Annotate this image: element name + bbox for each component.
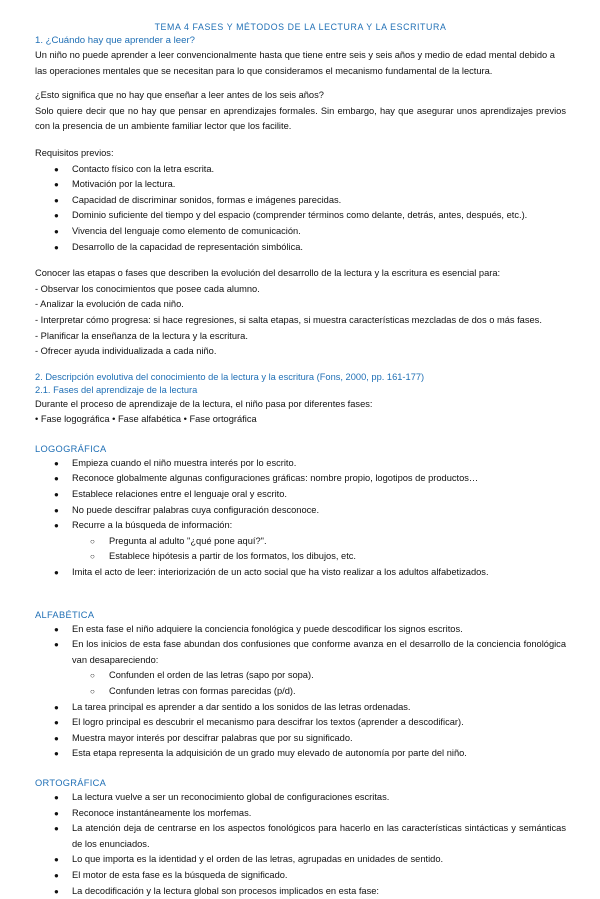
- list-item: ● Esta etapa representa la adquisición de un grado muy elevado de autonomía por parte del niño.: [35, 746, 566, 762]
- bullet-icon: ●: [54, 640, 59, 650]
- paragraph: Conocer las etapas o fases que describen la evolución del desarrollo de la lectura y la escritura es esencial para:: [35, 268, 501, 279]
- logografica-sublist: [35, 534, 566, 565]
- list-item: ● Vivencia del lenguaje como elemento de comunicación.: [35, 224, 566, 240]
- circle-bullet-icon: ○: [90, 687, 95, 696]
- dash-item: - Observar los conocimientos que posee cada alumno.: [35, 283, 260, 294]
- section-1-heading: 1. ¿Cuándo hay que aprender a leer?: [35, 35, 196, 46]
- logografica-heading: LOGOGRÁFICA: [35, 443, 107, 454]
- question: ¿Esto significa que no hay que enseñar a leer antes de los seis años?: [35, 90, 324, 101]
- dash-item: - Ofrecer ayuda individualizada a cada niño.: [35, 346, 217, 357]
- bullet-icon: ●: [54, 211, 59, 221]
- sub-list-item: ○ Confunden el orden de las letras (sapo por sopa).: [35, 668, 566, 684]
- list-item: ● Contacto físico con la letra escrita.: [35, 162, 566, 178]
- sub-list-item: ○ Establece hipótesis a partir de los formatos, los dibujos, etc.: [35, 549, 566, 565]
- bullet-icon: ●: [54, 855, 59, 865]
- bullet-icon: ●: [54, 505, 59, 515]
- bullet-icon: ●: [54, 164, 59, 174]
- paragraph: Solo quiere decir que no hay que pensar en aprendizajes formales. Sin embargo, hay que asegurar unos aprendizajes previos con la presencia de un ambiente familiar lector que los facilite.: [35, 105, 566, 132]
- list-item: ● Imita el acto de leer: interiorización de un acto social que ha visto realizar a los adultos alfabetizados.: [35, 565, 566, 581]
- bullet-icon: ●: [54, 702, 59, 712]
- list-item: ● Desarrollo de la capacidad de representación simbólica.: [35, 240, 566, 256]
- list-item: ● Motivación por la lectura.: [35, 177, 566, 193]
- ortografica-list: [35, 790, 566, 899]
- bullet-icon: ●: [54, 886, 59, 896]
- section-2-heading: 2. Descripción evolutiva del conocimiento de la lectura y la escritura (Fons, 2000, pp. 161-177): [35, 371, 425, 382]
- alfabetica-heading: ALFABÉTICA: [35, 609, 95, 620]
- list-item: ● El motor de esta fase es la búsqueda de significado.: [35, 868, 566, 884]
- bullet-icon: ●: [54, 180, 59, 190]
- list-item: ● La atención deja de centrarse en los aspectos fonológicos para hacerlo en las características sintácticas y semánticas de los enunciados.: [54, 823, 566, 849]
- list-item: ● Reconoce instantáneamente los morfemas.: [35, 806, 566, 822]
- section-2-1-heading: 2.1. Fases del aprendizaje de la lectura: [35, 384, 198, 395]
- bullet-icon: ●: [54, 458, 59, 468]
- bullet-icon: ●: [54, 242, 59, 252]
- bullet-icon: ●: [54, 568, 59, 578]
- dash-item: - Planificar la enseñanza de la lectura y la escritura.: [35, 330, 248, 341]
- requirements-list: [35, 162, 566, 256]
- ortografica-heading: ORTOGRÁFICA: [35, 777, 107, 788]
- list-item: ● Reconoce globalmente algunas configuraciones gráficas: nombre propio, logotipos de productos…: [35, 471, 566, 487]
- circle-bullet-icon: ○: [90, 671, 95, 681]
- bullet-icon: ●: [54, 490, 59, 500]
- sub-list-item: ○ Confunden letras con formas parecidas (p/d).: [35, 684, 566, 700]
- list-item: ● Establece relaciones entre el lenguaje oral y escrito.: [35, 487, 566, 503]
- list-item: ● El logro principal es descubrir el mecanismo para descifrar los textos (aprender a descodificar).: [35, 715, 566, 731]
- list-item: ● Lo que importa es la identidad y el orden de las letras, agrupadas en unidades de sentido.: [35, 852, 566, 868]
- circle-bullet-icon: ○: [90, 536, 95, 546]
- bullet-icon: ●: [54, 624, 59, 634]
- list-item: ● La lectura vuelve a ser un reconocimiento global de configuraciones escritas.: [35, 790, 566, 806]
- dash-item: - Analizar la evolución de cada niño.: [35, 299, 184, 310]
- list-item: ● Muestra mayor interés por descifrar palabras que por su significado.: [35, 731, 566, 747]
- bullet-icon: ●: [54, 521, 59, 531]
- paragraph: Un niño no puede aprender a leer convencionalmente hasta que tiene entre seis y seis años y medio de edad mental debido a las operaciones mentales que se necesitan para lo que consideramos el mecanismo fundamental de la lectura.: [35, 50, 555, 76]
- logografica-list: [35, 456, 566, 534]
- document-title: TEMA 4 FASES Y MÉTODOS DE LA LECTURA Y LA ESCRITURA: [154, 22, 447, 32]
- list-item: ● La decodificación y la lectura global son procesos implicados en esta fase:: [35, 884, 566, 899]
- alfabetica-list: [35, 622, 566, 669]
- list-item: ● Recurre a la búsqueda de información:: [35, 518, 566, 534]
- alfabetica-sublist: [35, 668, 566, 699]
- bullet-icon: ●: [54, 824, 59, 834]
- requirements-label: Requisitos previos:: [35, 147, 114, 158]
- bullet-icon: ●: [54, 733, 59, 743]
- dash-item: - Interpretar cómo progresa: si hace regresiones, si salta etapas, si muestra características mezcladas de dos o más fases.: [35, 314, 542, 325]
- bullet-icon: ●: [54, 749, 59, 759]
- bullet-icon: ●: [54, 226, 59, 236]
- paragraph: Durante el proceso de aprendizaje de la lectura, el niño pasa por diferentes fases:: [35, 398, 373, 409]
- bullet-icon: ●: [54, 808, 59, 818]
- list-item: ● No puede descifrar palabras cuya configuración desconoce.: [35, 503, 566, 519]
- list-item: ● Capacidad de discriminar sonidos, formas e imágenes parecidas.: [35, 193, 566, 209]
- bullet-icon: ●: [54, 718, 59, 728]
- bullet-icon: ●: [54, 870, 59, 880]
- bullet-icon: ●: [54, 792, 59, 802]
- bullet-icon: ●: [54, 474, 59, 484]
- circle-bullet-icon: ○: [90, 552, 95, 562]
- list-item: ● La tarea principal es aprender a dar sentido a los sonidos de las letras ordenadas.: [35, 700, 566, 716]
- phases-line: • Fase logográfica • Fase alfabética • Fase ortográfica: [35, 414, 257, 425]
- list-item: ● Dominio suficiente del tiempo y del espacio (comprender términos como delante, detrás, antes, después, etc.).: [35, 208, 566, 224]
- sub-list-item: ○ Pregunta al adulto "¿qué pone aquí?".: [35, 534, 566, 550]
- list-item: ● En esta fase el niño adquiere la conciencia fonológica y puede descodificar los signos escritos.: [35, 622, 566, 638]
- list-item: ● En los inicios de esta fase abundan dos confusiones que conforme avanza en el desarrollo de la conciencia fonológica van desapareciendo:: [54, 639, 566, 665]
- bullet-icon: ●: [54, 195, 59, 205]
- list-item: ● Empieza cuando el niño muestra interés por lo escrito.: [35, 456, 566, 472]
